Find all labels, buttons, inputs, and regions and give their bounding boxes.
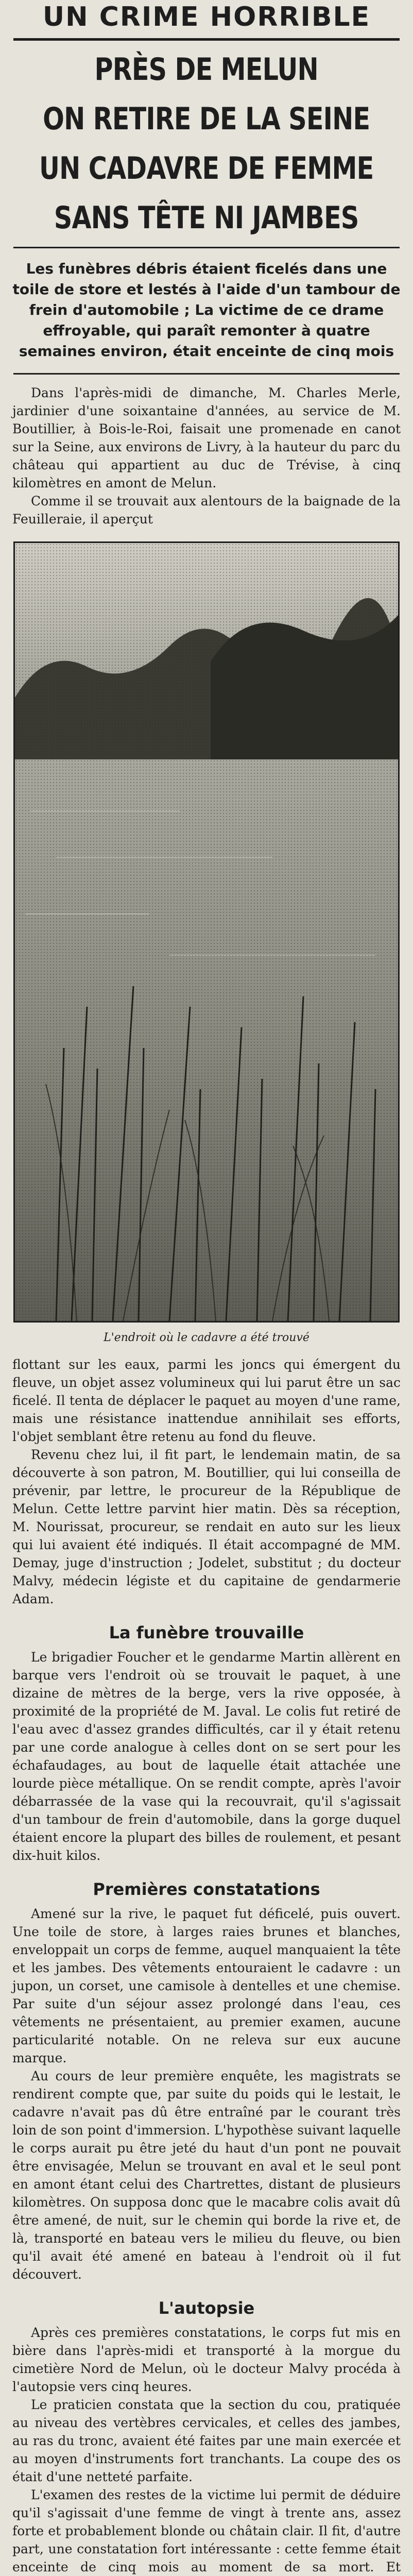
article-paragraph: Après ces premières constatations, le corps fut mis en bière dans l'après-midi et transporté à la morgue du cimetière Nord de Melun, où le docteur Malvy procéda à l'autopsie vers cinq heures.: [12, 2325, 401, 2394]
photo-caption: L'endroit où le cadavre a été trouvé: [104, 1331, 309, 1344]
headline-line: SANS TÊTE NI JAMBES: [54, 200, 359, 236]
river-photo-image: [15, 543, 398, 1321]
section-subhead: Premières constatations: [93, 1879, 320, 1899]
headline-line: ON RETIRE DE LA SEINE: [43, 101, 370, 137]
article-paragraph: Amené sur la rive, le paquet fut déficelé, puis ouvert. Une toile de store, à larges raies brunes et blanches, enveloppait un corps de femme, auquel manquaient la tête et les jambes. Des vêtements entouraient le cadavre : un jupon, un corset, une camisole à dentelles et une chemise. Par suite d'un séjour assez prolongé dans l'eau, ces vêtements ne présentaient, au premier examen, aucune particularité notable. On ne releva sur eux aucune marque.: [12, 1906, 401, 2065]
article-column: [8, 0, 405, 2576]
article-paragraph: Le brigadier Foucher et le gendarme Martin allèrent en barque vers l'endroit où se trouvait le paquet, à une dizaine de mètres de la berge, vers la rive opposée, à proximité de la propriété de M. Javal. Le colis fut retiré de l'eau avec d'assez grandes difficultés, car il y était retenu par une corde analogue à celles dont on se sert pour les échafaudages, au bout de laquelle était attachée une lourde pièce métallique. On se rendit compte, après l'avoir débarrassée de la vase qui la recouvrait, qu'il s'agissait d'un tambour de frein d'automobile, dans la gorge duquel étaient encore la plupart des billes de roulement, et pesant dix-huit kilos.: [12, 1650, 401, 1863]
article-paragraph: Revenu chez lui, il fit part, le lendemain matin, de sa découverte à son patron, M. Boutillier, qui lui conseilla de prévenir, par lettre, le procureur de la République de Melun. Cette lettre parvint hier matin. Dès sa réception, M. Nourissat, procureur, se rendait en auto sur les lieux qui lui avaient été indiqués. Il était accompagné de MM. Demay, juge d'instruction ; Jodelet, substitut ; du docteur Malvy, médecin légiste et du capitaine de gendarmerie Adam.: [12, 1447, 401, 1606]
article-headline: [8, 45, 405, 243]
kicker-rule: [13, 38, 400, 41]
headline-line: PRÈS DE MELUN: [94, 52, 319, 88]
deck-rule: [13, 373, 400, 375]
headline-rule: [13, 247, 400, 248]
headline-line: UN CADAVRE DE FEMME: [39, 150, 374, 187]
intro-paragraph: Comme il se trouvait aux alentours de la baignade de la Feuilleraie, il aperçut: [12, 494, 401, 527]
river-photo: [13, 541, 400, 1323]
article-paragraph: Le praticien constata que la section du cou, pratiquée au niveau des vertèbres cervicales, et celles des jambes, au ras du tronc, avaient été faites par une main exercée et au moyen d'instruments fort tranchants. La coupe des os était d'une netteté parfaite.: [12, 2397, 401, 2484]
article-paragraph: Au cours de leur première enquête, les magistrats se rendirent compte que, par suite du poids qui le lestait, le cadavre n'avait pas dû être entraîné par le courant très loin de son point d'immersion. L'hypothèse suivant laquelle le corps aurait pu être jeté du haut d'un pont ne pouvait être envisagée, Melun se trouvant en aval et le seul pont en amont étant celui des Chartrettes, distant de plusieurs kilomètres. On supposa donc que le macabre colis avait dû être amené, de nuit, sur le chemin qui borde la rive et, de là, transporté en bateau vers le milieu du fleuve, ou bien qu'il avait été amené en bateau à l'endroit où il fut découvert.: [12, 2069, 401, 2282]
intro-paragraph: Dans l'après-midi de dimanche, M. Charles Merle, jardinier d'une soixantaine d'années, au service de M. Boutillier, à Bois-le-Roi, faisait une promenade en canot sur la Seine, aux environs de Livry, à la hauteur du parc du château qui appartient au duc de Trévise, à cinq kilomètres en amont de Melun.: [12, 385, 401, 490]
section-subhead: L'autopsie: [158, 2298, 255, 2318]
article-deck: Les funèbres débris étaient ficelés dans une toile de store et lestés à l'aide d'un tambour de frein d'automobile ; La victime de ce drame effroyable, qui paraît remonter à quatre semaines environ, était enceinte de cinq mois: [12, 260, 401, 360]
article-paragraph: L'examen des restes de la victime lui permit de déduire qu'il s'agissait d'une femme de vingt à trente ans, assez forte et probablement blonde ou châtain clair. Il fit, d'autre part, une constatation fort intéressante : cette femme était enceinte de cinq mois au moment de sa mort. Et: [12, 2487, 401, 2574]
article-paragraph: flottant sur les eaux, parmi les joncs qui émergent du fleuve, un objet assez volumineux qui lui parut être un sac ficelé. Il tenta de déplacer le paquet au moyen d'une rame, mais une résistance inattendue annihilait ses efforts, l'objet semblant être retenu au fond du fleuve.: [12, 1357, 401, 1444]
section-subhead: La funèbre trouvaille: [109, 1623, 304, 1642]
article-kicker: UN CRIME HORRIBLE: [42, 2, 371, 32]
